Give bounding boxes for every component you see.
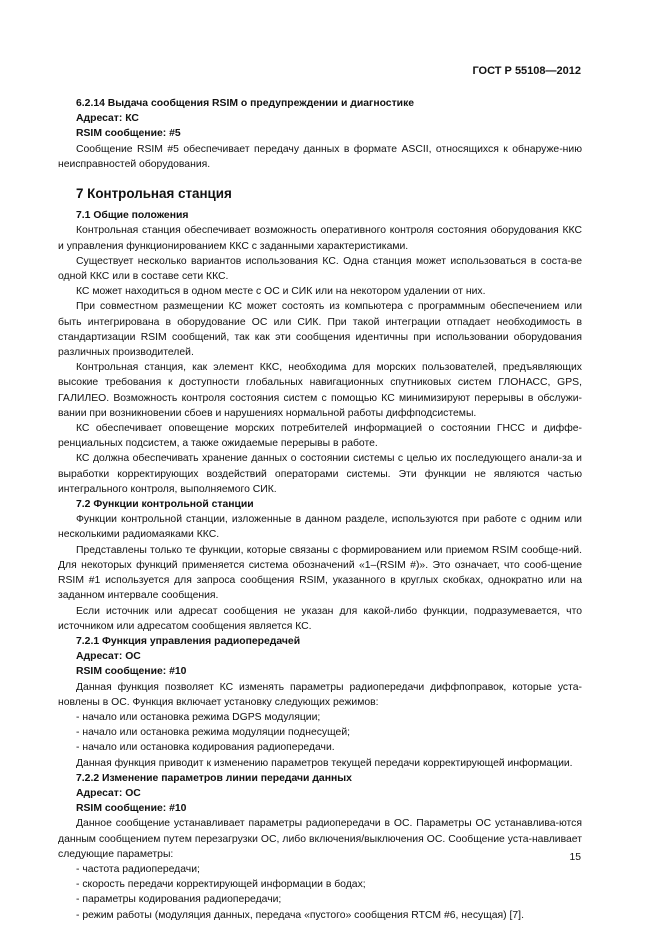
- page-number: 15: [569, 852, 581, 863]
- list-item: - скорость передачи корректирующей информации в бодах;: [76, 879, 366, 891]
- paragraph: Контрольная станция, как элемент ККС, необходима для морских пользователей, предъявляющих высокие требования к доступности глобальных навигационных спутниковых систем ГЛОНАСС, GPS, ГАЛИЛЕО. Возможность контроля состояния систем с помощью КС минимизируют перерывы в обслужи-вании при возникновении сбоев и нарушениях нормальной работы диффподсистемы.: [58, 362, 582, 419]
- standard-header: ГОСТ Р 55108—2012: [472, 65, 581, 77]
- paragraph: Функции контрольной станции, изложенные в данном разделе, используются при работе с одним или несколькими радиомаяками ККС.: [58, 514, 582, 541]
- list-item: - параметры кодирования радиопередачи;: [76, 894, 282, 906]
- section-6-2-14-title: 6.2.14 Выдача сообщения RSIM о предупреждении и диагностике: [76, 98, 415, 109]
- section-7-2-2-title: 7.2.2 Изменение параметров линии передачи данных: [76, 772, 352, 784]
- section-6-2-14-addressee: Адресат: КС: [76, 113, 139, 125]
- section-7-2-title: 7.2 Функции контрольной станции: [76, 499, 254, 511]
- paragraph: Существует несколько вариантов использования КС. Одна станция может использоваться в соста-ве одной ККС или в составе сети ККС.: [58, 255, 582, 283]
- paragraph: КС обеспечивает оповещение морских потребителей информацией о состоянии ГНСС и диффе-ренциальных подсистем, а также ожидаемые перерывы в работе.: [58, 423, 582, 450]
- paragraph: Данное сообщение устанавливает параметры радиопередачи в ОС. Параметры ОС устанавлива-ются данным сообщением путем перезагрузки ОС, либо включения/выключения ОС. Сообщение уста-навливает следующие параметры:: [58, 818, 582, 860]
- paragraph: КС должна обеспечивать хранение данных о состоянии системы с целью их последующего анали-за и выработки корректирующих воздействий операторами системы. Эти функции не являются частью интегрального контроля, выполняемого СИК.: [58, 453, 582, 495]
- paragraph: Контрольная станция обеспечивает возможность оперативного контроля состояния оборудования ККС и управления функционированием ККС с заданными характеристиками.: [58, 225, 582, 252]
- section-7-1-title: 7.1 Общие положения: [76, 210, 189, 222]
- section-7-title: 7 Контрольная станция: [76, 186, 232, 202]
- section-7-2-1-message: RSIM сообщение: #10: [76, 666, 187, 678]
- section-7-2-2-message: RSIM сообщение: #10: [76, 803, 187, 815]
- paragraph: Данная функция позволяет КС изменять параметры радиопередачи диффпоправок, которые уста-новлены в ОС. Функция включает установку следующих режимов:: [58, 681, 582, 708]
- page-content: [58, 96, 582, 923]
- paragraph: Представлены только те функции, которые связаны с формированием или приемом RSIM сообще-ний. Для некоторых функций применяется система обозначений «1–(RSIM #)». Это означает, что сооб-щение RSIM #1 используется для запроса сообщения RSIM, указанного в круглых скобках, однократно или на заданном интервале сообщения.: [58, 544, 582, 602]
- section-7-2-2-addressee: Адресат: ОС: [76, 787, 141, 799]
- list-item: - частота радиопередачи;: [76, 863, 200, 875]
- list-item: - режим работы (модуляция данных, передача «пустого» сообщения RTCM #6, несущая) [7].: [76, 909, 524, 921]
- list-item: - начало или остановка режима модуляции поднесущей;: [76, 727, 351, 739]
- paragraph: Сообщение RSIM #5 обеспечивает передачу данных в формате ASCII, относящихся к обнаруже-нию неисправностей оборудования.: [58, 143, 582, 170]
- paragraph: При совместном размещении КС может состоять из компьютера с программным обеспечением или быть интегрирована в оборудование ОС или СИК. При такой интеграции отпадает необходимость в стандартизации RSIM сообщений, так как эти сообщения идентичны при использовании оборудования различных производителей.: [58, 301, 582, 359]
- paragraph: Данная функция приводит к изменению параметров текущей передачи корректирующей информации.: [76, 757, 573, 769]
- list-item: - начало или остановка кодирования радиопередачи.: [76, 742, 335, 754]
- section-7-2-1-addressee: Адресат: ОС: [76, 651, 141, 663]
- list-item: - начало или остановка режима DGPS модуляции;: [76, 711, 321, 723]
- section-6-2-14-message: RSIM сообщение: #5: [76, 128, 181, 140]
- section-7-2-1-title: 7.2.1 Функция управления радиопередачей: [76, 635, 301, 647]
- paragraph: Если источник или адресат сообщения не указан для какой-либо функции, подразумевается, что источником или адресатом сообщения является КС.: [58, 605, 582, 632]
- paragraph: КС может находиться в одном месте с ОС и СИК или на некотором удалении от них.: [76, 286, 486, 298]
